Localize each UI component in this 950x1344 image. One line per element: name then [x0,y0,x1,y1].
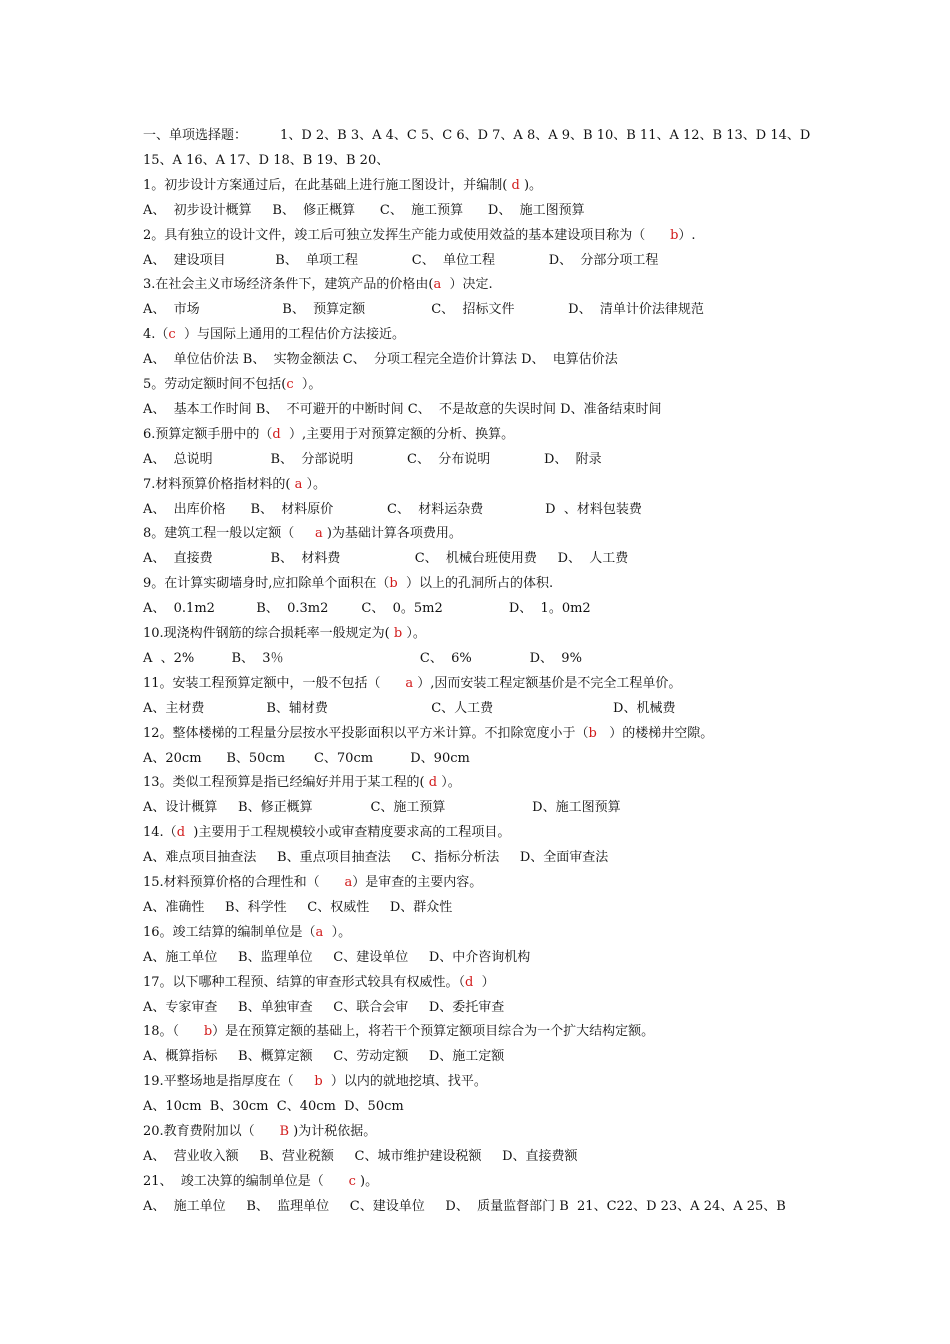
answer-mark: a [290,476,307,492]
text-line [143,551,628,567]
text-line [143,153,389,169]
text-segment: 6.预算定额手册中的（ [143,426,273,442]
text-segment: A、 市场 B、 预算定额 C、 招标文件 D、 清单计价法律规范 [143,302,704,318]
text-line [143,402,662,418]
text-segment: A、 0.1m2 B、 0.3m2 C、 0。5m2 D、 1。0m2 [143,601,591,617]
answer-mark: d [424,775,442,791]
text-line [143,1049,504,1065]
text-segment: A、 营业收入额 B、营业税额 C、城市维护建设税额 D、直接费额 [143,1148,578,1164]
text-segment: A、 出库价格 B、 材料原价 C、 材料运杂费 D 、材料包装费 [143,501,642,517]
text-line [143,477,326,493]
text-segment: 一、单项选择题： 1、D 2、B 3、A 4、C 5、C 6、D 7、A 8、A 9、B 10、B 11、A 12、B 13、D 14、D [143,128,811,143]
text-segment: 15.材料预算价格的合理性和（ [143,875,345,890]
text-segment: 15、A 16、A 17、D 18、B 19、B 20、 [143,152,390,168]
text-segment: 20.教育费附加以（ [143,1124,280,1139]
text-segment: 9。在计算实砌墙身时,应扣除单个面积在（ [143,576,390,592]
answer-mark: b [203,1024,213,1040]
text-segment: A、主材费 B、辅材费 C、人工费 D、机械费 [143,700,676,716]
answer-mark: b [389,576,398,592]
text-segment: A、 初步设计概算 B、 修正概算 C、 施工预算 D、 施工图预算 [143,202,585,218]
text-line [143,975,495,991]
text-line [143,502,642,518]
text-line [143,775,461,791]
text-segment: ）是在预算定额的基础上，将若干个预算定额项目综合为一个扩大结构定额。 [212,1024,655,1040]
answer-mark: b [670,227,679,243]
text-segment: 16。竣工结算的编制单位是（ [143,924,316,940]
answer-mark: d [176,825,186,841]
text-segment: A、概算指标 B、概算定额 C、劳动定额 D、施工定额 [143,1049,505,1065]
answer-mark: d [507,177,524,193]
text-segment: A、 施工单位 B、 监理单位 C、建设单位 D、 质量监督部门 B 21、C22、D 23、A 24、A 25、B [143,1198,786,1214]
text-line [143,526,462,542]
text-segment: ）的楼梯井空隙。 [596,725,714,741]
text-line [143,651,582,667]
text-segment: 5。劳动定额时间不包括( [143,377,287,392]
text-segment: )。 [523,177,543,193]
text-segment: A、准确性 B、科学性 C、权威性 D、群众性 [143,899,453,915]
text-line [143,452,602,468]
text-line [143,203,585,219]
text-line [143,1149,578,1165]
text-segment: A、专家审查 B、单独审查 C、联合会审 D、委托审查 [143,999,505,1015]
answer-mark: B [279,1124,290,1139]
text-segment: ）,主要用于对预算定额的分析、换算。 [280,426,515,442]
text-segment: A、 单位估价法 B、 实物金额法 C、 分项工程完全造价计算法 D、 电算估价法 [143,352,618,368]
text-segment: ）。 [306,476,327,492]
text-line [143,900,452,916]
text-line [143,228,696,244]
text-line [143,825,510,841]
text-segment: 11。安装工程预算定额中，一般不包括（ [143,675,406,691]
text-segment: 21、 竣工决算的编制单位是（ [143,1173,349,1189]
text-line [143,751,470,767]
answer-mark: a [433,277,442,293]
text-line [143,1199,786,1215]
text-line [143,726,713,742]
text-line [143,178,542,194]
answer-mark: a [315,924,324,940]
text-line [143,1074,487,1090]
text-segment: )为基础计算各项费用。 [322,526,462,542]
text-segment: ）。 [441,775,461,791]
text-segment: 18。（ [143,1024,204,1040]
text-segment: ）以上的孔洞所占的体积. [397,576,554,592]
text-segment: 7.材料预算价格指材料的( [143,476,291,492]
text-segment: ）与国际上通用的工程估价方法接近。 [175,327,405,343]
text-line [143,1174,378,1190]
text-segment: 1。初步设计方案通过后，在此基础上进行施工图设计，并编制( [143,177,508,193]
text-line [143,1124,376,1140]
text-line [143,576,553,592]
text-segment: A、难点项目抽查法 B、重点项目抽查法 C、指标分析法 D、全面审查法 [143,850,609,866]
text-segment: 12。整体楼梯的工程量分层按水平投影面积以平方米计算。不扣除宽度小于（ [143,725,589,741]
text-segment: ）是审查的主要内容。 [352,875,483,890]
text-segment: A、 建设项目 B、 单项工程 C、 单位工程 D、 分部分项工程 [143,252,659,268]
text-segment: 3.在社会主义市场经济条件下，建筑产品的价格由( [143,277,434,293]
answer-mark: b [314,1074,323,1090]
text-segment: 10.现浇构件钢筋的综合损耗率一般规定为( [143,626,390,641]
text-line [143,352,618,368]
text-segment: ）。 [293,377,322,392]
text-segment: ）. [678,227,696,243]
text-line [143,277,493,293]
text-line [143,601,591,617]
text-segment: ）决定. [441,277,493,293]
text-line [143,875,482,891]
answer-mark: d [465,974,474,990]
answer-mark: c [348,1173,356,1189]
text-line [143,302,704,318]
text-segment: 8。建筑工程一般以定额（ [143,526,315,542]
text-segment: 14.（ [143,825,177,841]
text-segment: )。 [355,1173,379,1189]
text-line [143,1000,504,1016]
text-segment: A、 直接费 B、 材料费 C、 机械台班使用费 D、 人工费 [143,551,629,567]
text-segment: A、20cm B、50cm C、70cm D、90cm [143,750,470,766]
answer-mark: b [588,725,597,741]
text-segment: A 、2% B、 3％ C、 6% D、 9% [143,650,582,666]
text-line [143,676,681,692]
text-segment: A、10cm B、30cm C、40cm D、50cm [143,1099,404,1115]
answer-mark: a [405,675,414,691]
text-segment: ）以内的就地挖填、找平。 [322,1074,487,1090]
text-segment: ）。 [323,924,352,940]
answer-mark: c [168,327,176,343]
text-segment: 19.平整场地是指厚度在（ [143,1074,315,1090]
answer-mark: a [314,526,323,542]
text-segment: 2。具有独立的设计文件，竣工后可独立发挥生产能力或使用效益的基本建设项目称为（ [143,227,671,243]
text-segment: )主要用于工程规模较小或审查精度要求高的工程项目。 [185,825,511,841]
text-line [143,253,658,269]
text-segment: ） [473,974,495,990]
answer-mark: c [286,377,294,392]
text-line [143,850,608,866]
text-line [143,128,810,144]
text-segment: A、设计概算 B、修正概算 C、施工预算 D、施工图预算 [143,800,621,816]
answer-mark: d [272,426,281,442]
text-line [143,701,675,717]
text-segment: A、 基本工作时间 B、 不可避开的中断时间 C、 不是故意的失误时间 D、准备结束时间 [143,401,662,417]
answer-mark: a [344,875,353,890]
text-segment: 13。类似工程预算是指已经编好并用于某工程的( [143,775,425,791]
text-segment: ）。 [406,626,426,641]
text-line [143,925,351,941]
text-segment: 4.（ [143,327,169,343]
text-line [143,950,530,966]
text-line [143,327,405,343]
text-line [143,1024,654,1040]
text-segment: ）,因而安装工程定额基价是不完全工程单价。 [413,675,682,691]
text-segment: A、施工单位 B、监理单位 C、建设单位 D、中介咨询机构 [143,949,531,965]
text-segment: A、 总说明 B、 分部说明 C、 分布说明 D、 附录 [143,451,602,467]
text-line [143,626,426,642]
text-segment: )为计税依据。 [289,1124,377,1139]
text-line [143,427,514,443]
answer-mark: b [389,626,407,641]
text-line [143,1099,404,1115]
text-line [143,800,621,816]
text-line [143,377,321,393]
text-segment: 17。以下哪种工程预、结算的审查形式较具有权威性。（ [143,974,466,990]
